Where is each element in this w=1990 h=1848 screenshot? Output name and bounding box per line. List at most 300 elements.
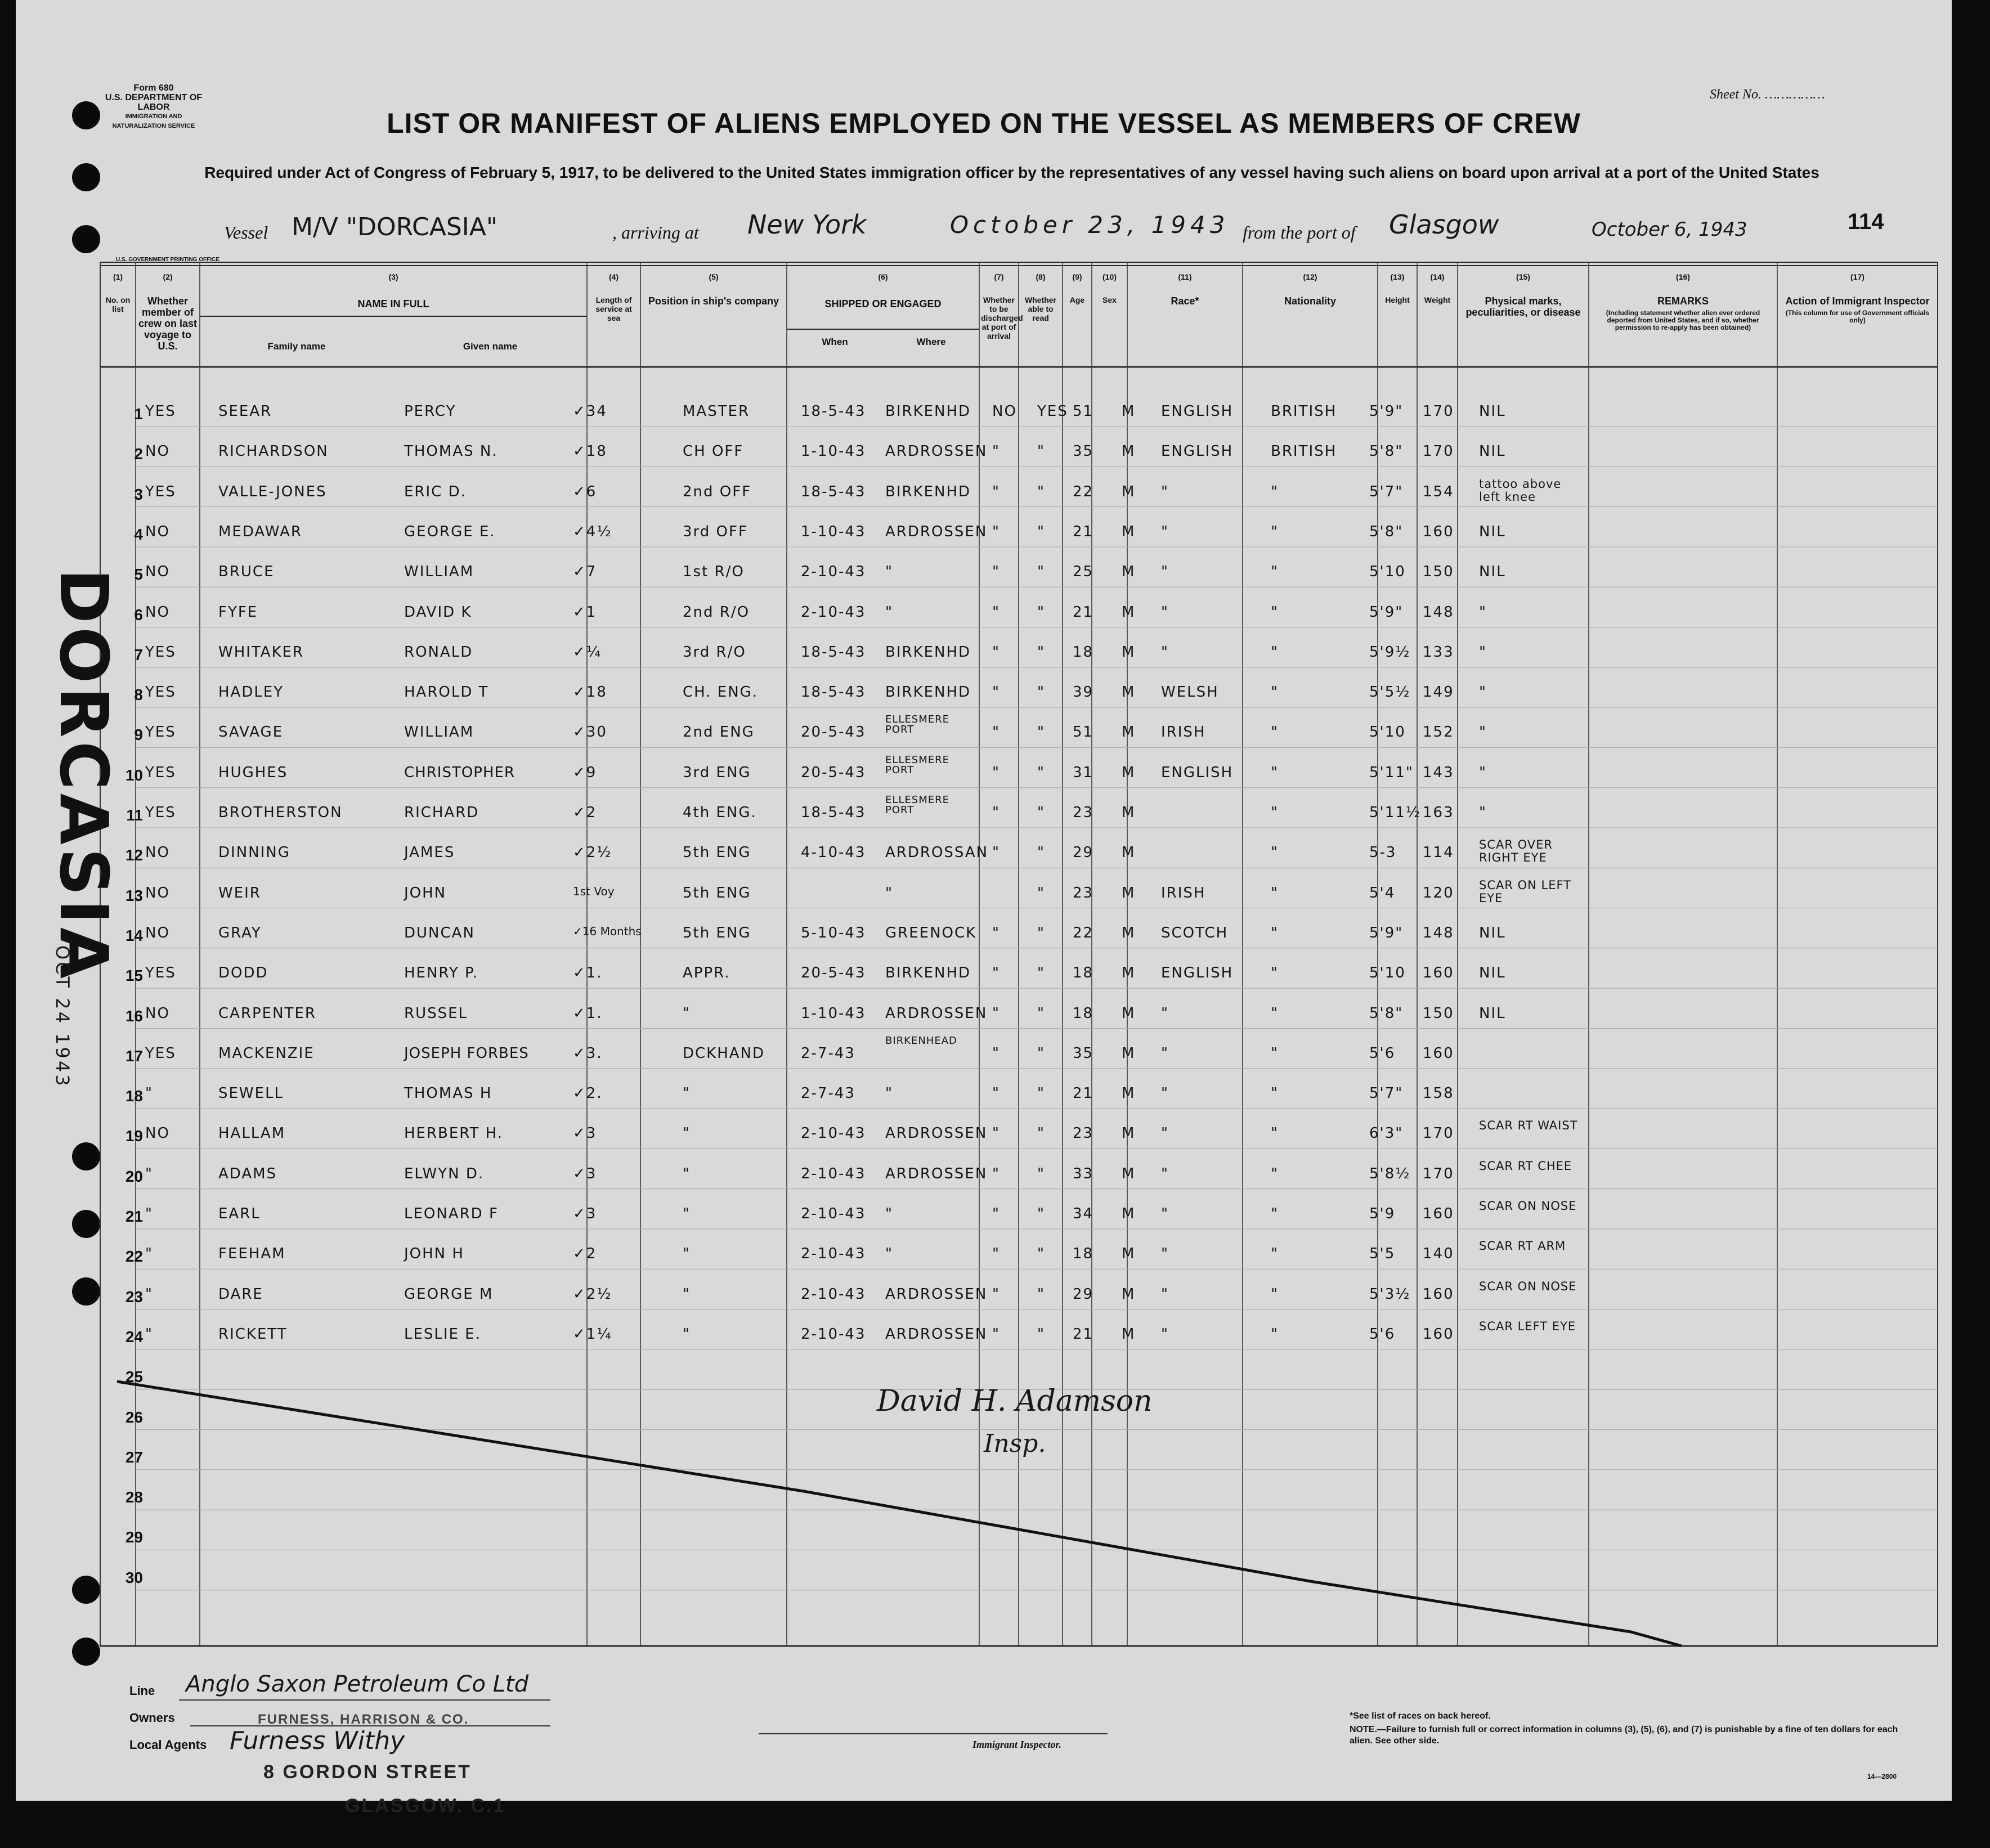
printing-office: U.S. GOVERNMENT PRINTING OFFICE <box>116 257 219 263</box>
row-number: 4 <box>134 525 143 543</box>
cell-age: 35 <box>1073 443 1094 460</box>
department: U.S. DEPARTMENT OF LABOR <box>105 93 203 112</box>
cell-weight: 150 <box>1423 1004 1454 1022</box>
cell-weight: 160 <box>1423 965 1454 982</box>
cell-weight: 120 <box>1423 884 1454 901</box>
row-number: 14 <box>125 926 143 944</box>
cell-discharged: " <box>992 443 1000 460</box>
cell-nationality: " <box>1271 1004 1279 1022</box>
cell-able-to-read: " <box>1037 1044 1045 1062</box>
column-number: (4) <box>608 272 619 281</box>
cell-crew-last-voyage: " <box>145 1085 153 1102</box>
cell-crew-last-voyage: YES <box>145 403 176 420</box>
column-header: Position in ship's company <box>648 295 779 307</box>
cell-service-length: ✓2 <box>573 804 597 821</box>
cell-physical-marks: SCAR LEFT EYE <box>1479 1319 1576 1333</box>
cell-given-name: HENRY P. <box>404 965 478 982</box>
cell-discharged: NO <box>992 403 1017 420</box>
cell-given-name: HAROLD T <box>404 684 489 701</box>
cell-nationality: " <box>1271 924 1279 941</box>
cell-able-to-read: YES <box>1037 403 1068 420</box>
cell-height: 5'8" <box>1369 1004 1404 1022</box>
cell-discharged: " <box>992 1325 1000 1343</box>
cell-family-name: MACKENZIE <box>218 1044 315 1062</box>
cell-physical-marks: SCAR RT CHEE <box>1479 1159 1572 1173</box>
cell-family-name: GRAY <box>218 924 262 941</box>
cell-sex: M <box>1122 684 1136 701</box>
cell-nationality: " <box>1271 1165 1279 1182</box>
cell-shipped-when: 2-10-43 <box>801 1285 866 1303</box>
cell-given-name: RICHARD <box>404 804 479 821</box>
cell-age: 33 <box>1073 1165 1094 1182</box>
column-number: (6) <box>878 272 888 281</box>
agents-value: Furness Withy <box>230 1726 405 1755</box>
cell-family-name: BRUCE <box>218 563 275 581</box>
cell-family-name: FYFE <box>218 603 258 621</box>
cell-shipped-where: BIRKENHD <box>885 965 971 982</box>
cell-physical-marks: " <box>1479 684 1487 701</box>
cell-discharged: " <box>992 1004 1000 1022</box>
cell-family-name: SEWELL <box>218 1085 284 1102</box>
cell-shipped-where: BIRKENHD <box>885 403 971 420</box>
row-number: 30 <box>125 1568 143 1586</box>
cell-nationality: " <box>1271 1245 1279 1263</box>
cell-family-name: EARL <box>218 1205 261 1222</box>
cell-sex: M <box>1122 1245 1136 1263</box>
agents-label: Local Agents <box>129 1738 207 1752</box>
cell-family-name: SAVAGE <box>218 724 284 741</box>
cell-height: 5'11" <box>1369 764 1414 781</box>
cell-shipped-when: 20-5-43 <box>801 764 866 781</box>
cell-discharged: " <box>992 1245 1000 1263</box>
cell-shipped-when: 20-5-43 <box>801 724 866 741</box>
cell-height: 5'5½ <box>1369 684 1411 701</box>
cell-shipped-where: " <box>885 884 893 901</box>
cell-family-name: BROTHERSTON <box>218 804 343 821</box>
cell-physical-marks: " <box>1479 804 1487 821</box>
cell-able-to-read: " <box>1037 1165 1045 1182</box>
cell-crew-last-voyage: " <box>145 1325 153 1343</box>
cell-able-to-read: " <box>1037 1085 1045 1102</box>
cell-height: 5'10 <box>1369 563 1406 581</box>
form-number: Form 680 <box>133 83 174 93</box>
cell-race: " <box>1161 1044 1169 1062</box>
row-number: 25 <box>125 1368 143 1386</box>
cell-age: 39 <box>1073 684 1094 701</box>
cell-age: 25 <box>1073 563 1094 581</box>
cell-sex: M <box>1122 1205 1136 1222</box>
cell-position: APPR. <box>683 965 730 982</box>
cell-discharged: " <box>992 483 1000 500</box>
inspector-sign-line <box>759 1733 1108 1734</box>
cell-able-to-read: " <box>1037 483 1045 500</box>
cell-position: DCKHAND <box>683 1044 765 1062</box>
cell-service-length: ✓6 <box>573 483 597 500</box>
cell-able-to-read: " <box>1037 1205 1045 1222</box>
owners-label: Owners <box>129 1711 175 1725</box>
cell-given-name: PERCY <box>404 403 456 420</box>
cell-age: 23 <box>1073 884 1094 901</box>
arrival-date: October 23, 1943 <box>950 211 1230 239</box>
cell-nationality: " <box>1271 1325 1279 1343</box>
cell-service-length: ✓¼ <box>573 643 602 661</box>
row-number: 9 <box>134 726 143 744</box>
line-underline <box>179 1699 550 1701</box>
cell-sex: M <box>1122 563 1136 581</box>
column-number: (10) <box>1102 272 1117 281</box>
row-number: 21 <box>125 1208 143 1225</box>
cell-physical-marks: tattoo above left knee <box>1479 477 1562 504</box>
cell-shipped-where: ARDROSSAN <box>885 844 989 862</box>
page-subtitle: Required under Act of Congress of February 5, 1917, to be delivered to the United States immigration officer by the representatives of any vessel having such aliens on board upon arrival at a port of the United States <box>204 164 1819 181</box>
cell-able-to-read: " <box>1037 924 1045 941</box>
sheet-label: Sheet No. <box>1710 87 1762 102</box>
cell-age: 22 <box>1073 483 1094 500</box>
cell-discharged: " <box>992 1085 1000 1102</box>
cell-discharged: " <box>992 563 1000 581</box>
cell-physical-marks: NIL <box>1479 1004 1506 1022</box>
cell-race: IRISH <box>1161 884 1206 901</box>
cell-family-name: RICHARDSON <box>218 443 329 460</box>
cell-race: ENGLISH <box>1161 403 1234 420</box>
cell-able-to-read: " <box>1037 844 1045 862</box>
cell-discharged: " <box>992 844 1000 862</box>
row-number: 5 <box>134 566 143 584</box>
cell-service-length: ✓1¼ <box>573 1325 612 1343</box>
cell-crew-last-voyage: YES <box>145 483 176 500</box>
cell-nationality: " <box>1271 1085 1279 1102</box>
row-number: 22 <box>125 1248 143 1266</box>
cell-able-to-read: " <box>1037 965 1045 982</box>
cell-position: " <box>683 1004 691 1022</box>
cell-position: " <box>683 1205 691 1222</box>
cell-shipped-where: GREENOCK <box>885 924 977 941</box>
cell-crew-last-voyage: NO <box>145 1004 170 1022</box>
cell-position: " <box>683 1085 691 1102</box>
cell-nationality: " <box>1271 563 1279 581</box>
cell-shipped-when: 1-10-43 <box>801 1004 866 1022</box>
cell-shipped-where: ELLESMERE PORT <box>885 714 950 736</box>
cell-discharged: " <box>992 764 1000 781</box>
cell-able-to-read: " <box>1037 1285 1045 1303</box>
cell-position: 3rd R/O <box>683 643 746 661</box>
cell-able-to-read: " <box>1037 1245 1045 1263</box>
cell-able-to-read: " <box>1037 764 1045 781</box>
row-number: 8 <box>134 686 143 704</box>
cell-position: 5th ENG <box>683 844 751 862</box>
cell-weight: 170 <box>1423 443 1454 460</box>
row-number: 10 <box>125 766 143 784</box>
cell-service-length: ✓3 <box>573 1165 597 1182</box>
cell-crew-last-voyage: NO <box>145 1125 170 1142</box>
cell-given-name: GEORGE M <box>404 1285 494 1303</box>
cell-age: 21 <box>1073 1325 1094 1343</box>
cell-shipped-when: 1-10-43 <box>801 443 866 460</box>
cell-position: 1st R/O <box>683 563 745 581</box>
cell-weight: 152 <box>1423 724 1454 741</box>
cell-given-name: THOMAS H <box>404 1085 492 1102</box>
cell-physical-marks: SCAR OVER RIGHT EYE <box>1479 838 1553 865</box>
cell-sex: M <box>1122 403 1136 420</box>
cell-crew-last-voyage: YES <box>145 724 176 741</box>
cell-family-name: DINNING <box>218 844 290 862</box>
cell-shipped-where: ARDROSSEN <box>885 1125 988 1142</box>
cell-nationality: " <box>1271 483 1279 500</box>
race-note: *See list of races on back hereof. <box>1350 1711 1491 1721</box>
cell-crew-last-voyage: NO <box>145 924 170 941</box>
table-grid <box>16 0 1952 1801</box>
column-number: (13) <box>1390 272 1405 281</box>
cell-race: " <box>1161 603 1169 621</box>
cell-sex: M <box>1122 523 1136 540</box>
cell-shipped-where: ARDROSSEN <box>885 523 988 540</box>
cell-height: 5'9 <box>1369 1205 1396 1222</box>
column-header: Race* <box>1171 295 1199 307</box>
cell-sex: M <box>1122 724 1136 741</box>
cell-shipped-when: 18-5-43 <box>801 403 866 420</box>
cell-service-length: ✓7 <box>573 563 597 581</box>
cell-physical-marks: SCAR ON NOSE <box>1479 1279 1577 1293</box>
column-number: (7) <box>994 272 1004 281</box>
cell-race: " <box>1161 1285 1169 1303</box>
cell-physical-marks: NIL <box>1479 403 1506 420</box>
column-number: (17) <box>1850 272 1864 281</box>
column-subheader: Where <box>916 337 946 347</box>
cell-service-length: ✓9 <box>573 764 597 781</box>
inspector-signature: David H. Adamson <box>877 1384 1153 1418</box>
cell-age: 35 <box>1073 1044 1094 1062</box>
cell-race: " <box>1161 563 1169 581</box>
column-number: (11) <box>1178 272 1192 281</box>
column-header: Weight <box>1424 295 1451 304</box>
cell-position: 3rd OFF <box>683 523 748 540</box>
cell-family-name: VALLE-JONES <box>218 483 327 500</box>
cell-able-to-read: " <box>1037 1004 1045 1022</box>
cell-physical-marks: NIL <box>1479 563 1506 581</box>
row-number: 16 <box>125 1007 143 1025</box>
cell-age: 18 <box>1073 643 1094 661</box>
column-number: (2) <box>163 272 173 281</box>
column-subheader: (This column for use of Government officials only) <box>1785 309 1930 324</box>
cell-shipped-when: 2-10-43 <box>801 603 866 621</box>
row-number: 28 <box>125 1488 143 1506</box>
cell-age: 21 <box>1073 1085 1094 1102</box>
line-label: Line <box>129 1684 155 1698</box>
row-number: 1 <box>134 405 143 423</box>
cell-weight: 114 <box>1423 844 1454 862</box>
service: IMMIGRATION AND NATURALIZATION SERVICE <box>112 113 195 129</box>
cell-shipped-when: 18-5-43 <box>801 804 866 821</box>
cell-family-name: WHITAKER <box>218 643 304 661</box>
cell-shipped-when: 2-10-43 <box>801 1165 866 1182</box>
column-header: Height <box>1385 295 1410 304</box>
cell-able-to-read: " <box>1037 1325 1045 1343</box>
cell-age: 29 <box>1073 1285 1094 1303</box>
cell-given-name: ELWYN D. <box>404 1165 485 1182</box>
cell-sex: M <box>1122 483 1136 500</box>
cell-service-length: ✓18 <box>573 443 607 460</box>
cell-shipped-when: 2-10-43 <box>801 1205 866 1222</box>
cell-race: " <box>1161 1165 1169 1182</box>
cell-discharged: " <box>992 965 1000 982</box>
cell-nationality: " <box>1271 1125 1279 1142</box>
cell-physical-marks: SCAR RT WAIST <box>1479 1119 1578 1133</box>
cell-family-name: DARE <box>218 1285 263 1303</box>
column-header: Length of service at sea <box>595 295 632 322</box>
cell-service-length: ✓2½ <box>573 1285 612 1303</box>
cell-nationality: " <box>1271 844 1279 862</box>
cell-able-to-read: " <box>1037 884 1045 901</box>
column-header: Whether member of crew on last voyage to U.S. <box>138 295 198 352</box>
inspector-title: Insp. <box>984 1429 1046 1458</box>
cell-shipped-where: BIRKENHD <box>885 483 971 500</box>
cell-family-name: SEEAR <box>218 403 272 420</box>
cell-weight: 160 <box>1423 523 1454 540</box>
cell-sex: M <box>1122 924 1136 941</box>
cell-physical-marks: " <box>1479 603 1487 621</box>
cell-family-name: HUGHES <box>218 764 288 781</box>
cell-given-name: WILLIAM <box>404 724 474 741</box>
cell-family-name: MEDAWAR <box>218 523 302 540</box>
cell-weight: 160 <box>1423 1325 1454 1343</box>
cell-height: 5'3½ <box>1369 1285 1411 1303</box>
cell-sex: M <box>1122 1085 1136 1102</box>
cell-able-to-read: " <box>1037 643 1045 661</box>
cell-weight: 160 <box>1423 1044 1454 1062</box>
column-number: (5) <box>709 272 719 281</box>
row-number: 19 <box>125 1127 143 1145</box>
cell-discharged: " <box>992 643 1000 661</box>
cell-weight: 149 <box>1423 684 1454 701</box>
column-header: NAME IN FULL <box>357 298 429 310</box>
cell-shipped-when: 20-5-43 <box>801 965 866 982</box>
cell-sex: M <box>1122 1285 1136 1303</box>
cell-position: CH. ENG. <box>683 684 759 701</box>
column-header: Sex <box>1102 295 1117 304</box>
cell-weight: 163 <box>1423 804 1454 821</box>
cell-physical-marks: NIL <box>1479 443 1506 460</box>
vessel-value: M/V "DORCASIA" <box>292 213 498 241</box>
cell-shipped-where: ARDROSSEN <box>885 1165 988 1182</box>
cell-age: 23 <box>1073 804 1094 821</box>
cell-family-name: CARPENTER <box>218 1004 316 1022</box>
cell-weight: 170 <box>1423 1125 1454 1142</box>
cell-race: " <box>1161 1245 1169 1263</box>
cell-service-length: ✓1. <box>573 965 603 982</box>
cell-age: 18 <box>1073 1004 1094 1022</box>
sheet-number-label: Sheet No. …………… <box>1710 87 1825 102</box>
cell-height: 5-3 <box>1369 844 1397 862</box>
cell-age: 21 <box>1073 523 1094 540</box>
penalty-note: NOTE.—Failure to furnish full or correct information in columns (3), (5), (6), and (7) is punishable by a fine of ten dollars for each alien. See other side. <box>1350 1725 1898 1746</box>
row-number: 20 <box>125 1167 143 1185</box>
row-number: 2 <box>134 445 143 463</box>
from-port-label: from the port of <box>1243 222 1356 243</box>
cell-race: WELSH <box>1161 684 1219 701</box>
cell-given-name: GEORGE E. <box>404 523 496 540</box>
cell-discharged: " <box>992 1285 1000 1303</box>
cell-race: IRISH <box>1161 724 1206 741</box>
cell-family-name: HALLAM <box>218 1125 286 1142</box>
cell-nationality: " <box>1271 724 1279 741</box>
cell-position: 3rd ENG <box>683 764 751 781</box>
cell-height: 5'8½ <box>1369 1165 1411 1182</box>
cell-sex: M <box>1122 965 1136 982</box>
row-number: 24 <box>125 1327 143 1345</box>
row-number: 23 <box>125 1288 143 1306</box>
cell-shipped-when: 2-7-43 <box>801 1085 855 1102</box>
cell-given-name: JOHN <box>404 884 447 901</box>
cell-shipped-where: BIRKENHEAD <box>885 1034 957 1047</box>
cell-nationality: " <box>1271 523 1279 540</box>
vessel-label: Vessel <box>224 222 268 243</box>
cell-shipped-when: 2-7-43 <box>801 1044 855 1062</box>
cell-able-to-read: " <box>1037 684 1045 701</box>
cell-service-length: ✓16 Months <box>573 924 642 938</box>
agent-stamp-line3: GLASGOW. C.1 <box>345 1795 506 1816</box>
cell-discharged: " <box>992 684 1000 701</box>
cell-service-length: 1st Voy <box>573 884 615 898</box>
cell-sex: M <box>1122 804 1136 821</box>
column-subheader: (Including statement whether alien ever ordered deported from United States, and if so, whether permission to re-apply has been obtained) <box>1606 309 1760 331</box>
row-number: 29 <box>125 1528 143 1546</box>
column-header: Whether able to read <box>1025 295 1056 322</box>
line-value: Anglo Saxon Petroleum Co Ltd <box>186 1671 529 1697</box>
cell-age: 18 <box>1073 965 1094 982</box>
cell-discharged: " <box>992 523 1000 540</box>
cell-race: " <box>1161 1004 1169 1022</box>
cell-nationality: " <box>1271 1285 1279 1303</box>
cell-discharged: " <box>992 1125 1000 1142</box>
agent-stamp-line1: FURNESS, HARRISON & CO. <box>258 1712 469 1727</box>
cell-height: 5'6 <box>1369 1325 1396 1343</box>
cell-discharged: " <box>992 1205 1000 1222</box>
cell-shipped-where: " <box>885 1085 893 1102</box>
cell-physical-marks: NIL <box>1479 523 1506 540</box>
cell-physical-marks: " <box>1479 724 1487 741</box>
cell-sex: M <box>1122 764 1136 781</box>
cell-height: 5'10 <box>1369 965 1406 982</box>
cell-shipped-where: " <box>885 1205 893 1222</box>
cell-weight: 160 <box>1423 1285 1454 1303</box>
cell-position: MASTER <box>683 403 750 420</box>
cell-family-name: RICKETT <box>218 1325 288 1343</box>
cell-physical-marks: " <box>1479 764 1487 781</box>
column-subheader: When <box>822 337 848 347</box>
cell-nationality: " <box>1271 684 1279 701</box>
cell-race: ENGLISH <box>1161 443 1234 460</box>
row-number: 6 <box>134 605 143 624</box>
cell-crew-last-voyage: NO <box>145 443 170 460</box>
cell-crew-last-voyage: " <box>145 1165 153 1182</box>
row-number: 7 <box>134 645 143 663</box>
cell-age: 31 <box>1073 764 1094 781</box>
cell-height: 5'9½ <box>1369 643 1411 661</box>
cell-shipped-where: ELLESMERE PORT <box>885 794 950 816</box>
cell-crew-last-voyage: YES <box>145 965 176 982</box>
cell-height: 5'7" <box>1369 483 1404 500</box>
column-subheader: Given name <box>463 341 518 352</box>
cell-shipped-where: ARDROSSEN <box>885 1325 988 1343</box>
cell-shipped-when: 18-5-43 <box>801 483 866 500</box>
cell-race: " <box>1161 1085 1169 1102</box>
row-number: 26 <box>125 1408 143 1426</box>
row-number: 12 <box>125 846 143 864</box>
cell-given-name: JAMES <box>404 844 455 862</box>
cell-physical-marks: SCAR ON NOSE <box>1479 1199 1577 1213</box>
cell-crew-last-voyage: NO <box>145 603 170 621</box>
cell-crew-last-voyage: YES <box>145 1044 176 1062</box>
